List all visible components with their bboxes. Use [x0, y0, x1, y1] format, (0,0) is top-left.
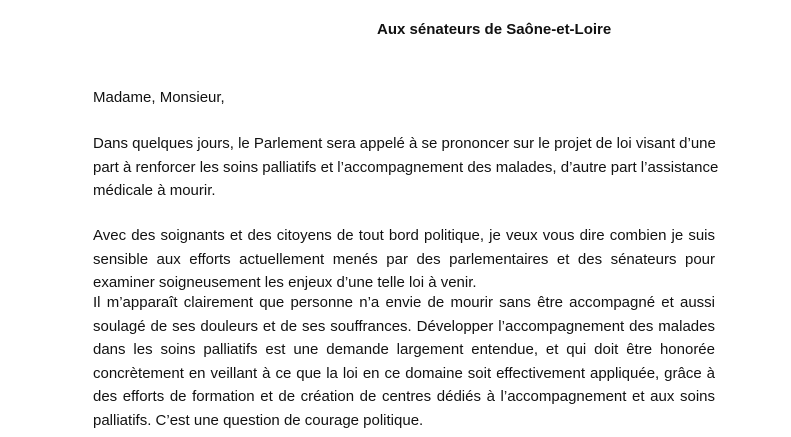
- text-line: examiner soigneusement les enjeux d’une telle loi à venir.: [93, 274, 477, 291]
- text-line: sensible aux efforts actuellement menés par des parlementaires et des sénateurs pour: [93, 250, 715, 268]
- text-line: des efforts de formation et de création de centres dédiés à l’accompagnement et aux soins: [93, 388, 715, 405]
- text-line: Il m’apparaît clairement que personne n’a envie de mourir sans être accompagné et aussi: [93, 294, 715, 311]
- text-line: soulagé de ses douleurs et de ses souffrances. Développer l’accompagnement des malades: [93, 317, 715, 335]
- text-line: part à renforcer les soins palliatifs et l’accompagnement des malades, d’autre part l’assistance: [93, 158, 719, 176]
- paragraph-support: [93, 224, 715, 295]
- paragraph-palliative-care: [93, 291, 715, 432]
- text-line: dans les soins palliatifs est une demande largement entendue, et qui doit être honorée: [93, 341, 715, 358]
- recipient-heading: Aux sénateurs de Saône-et-Loire: [377, 21, 612, 38]
- salutation: Madame, Monsieur,: [93, 89, 225, 106]
- paragraph-intro: [93, 132, 719, 203]
- text-line: palliatifs. C’est une question de courage politique.: [93, 411, 424, 429]
- text-line: concrètement en veillant à ce que la loi en ce domaine soit effectivement appliquée, grâce à: [93, 364, 715, 382]
- text-line: Avec des soignants et des citoyens de tout bord politique, je veux vous dire combien je suis: [93, 227, 715, 244]
- text-line: Dans quelques jours, le Parlement sera appelé à se prononcer sur le projet de loi visant d’une: [93, 135, 716, 152]
- text-line: médicale à mourir.: [93, 182, 216, 199]
